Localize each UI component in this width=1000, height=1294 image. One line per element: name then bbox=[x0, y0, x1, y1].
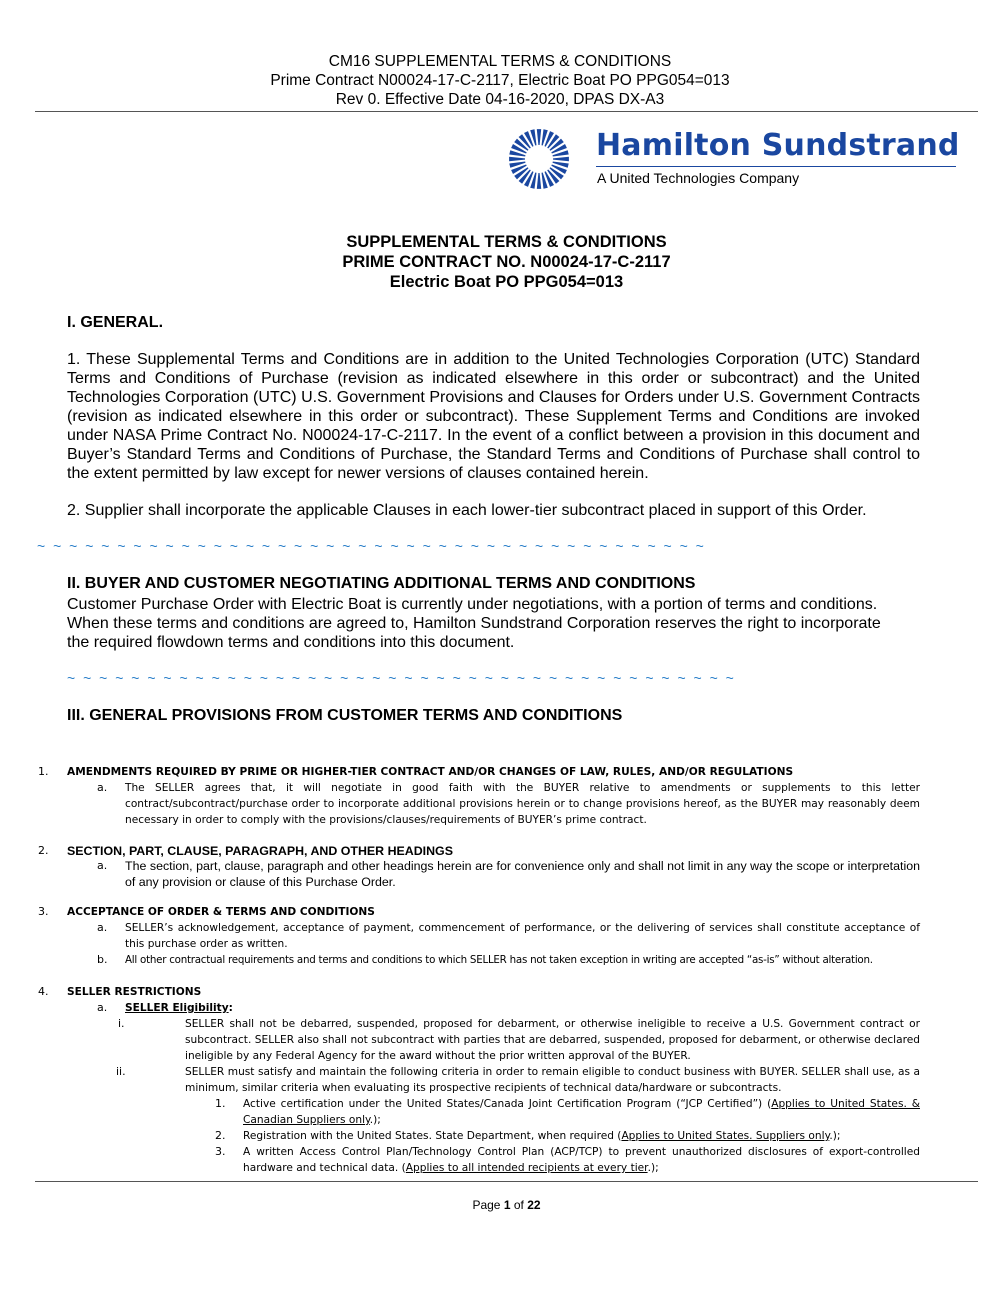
title-line-2: PRIME CONTRACT NO. N00024-17-C-2117 bbox=[342, 253, 671, 271]
logo-tagline: A United Technologies Company bbox=[597, 170, 800, 186]
header-line-3: Rev 0. Effective Date 04-16-2020, DPAS DX-A3 bbox=[335, 91, 665, 108]
clause-1a-label: a. bbox=[97, 781, 108, 794]
page-number: 1 bbox=[503, 1198, 511, 1212]
sunburst-ray bbox=[537, 173, 541, 189]
seller-eligibility-colon: : bbox=[228, 1002, 233, 1014]
seller-eligibility-label: SELLER Eligibility bbox=[125, 1002, 229, 1014]
logo-name: Hamilton Sundstrand bbox=[596, 128, 960, 163]
footer-rule bbox=[35, 1181, 978, 1182]
clause-4a-ii-label: ii. bbox=[116, 1065, 126, 1078]
item-1-label: 1. bbox=[215, 1097, 226, 1110]
sunburst-ray bbox=[509, 157, 525, 161]
title-line-1: SUPPLEMENTAL TERMS & CONDITIONS bbox=[346, 233, 667, 251]
clause-1-number: 1. bbox=[38, 765, 49, 778]
item-2-body: Registration with the United States. State Department, when required ( bbox=[243, 1130, 622, 1142]
title-line-3: Electric Boat PO PPG054=013 bbox=[389, 273, 624, 291]
section-3-heading: III. GENERAL PROVISIONS FROM CUSTOMER TERMS AND CONDITIONS bbox=[67, 707, 623, 724]
clause-4-heading: SELLER RESTRICTIONS bbox=[67, 986, 202, 998]
clause-4a-heading bbox=[125, 1000, 233, 1016]
item-2-text bbox=[243, 1128, 920, 1144]
clause-4a-label: a. bbox=[97, 1001, 108, 1014]
divider-2: ~ ~ ~ ~ ~ ~ ~ ~ ~ ~ ~ ~ ~ ~ ~ ~ ~ ~ ~ ~ ~ ~ ~ ~ ~ ~ ~ ~ ~ ~ ~ ~ ~ ~ ~ ~ ~ ~ ~ ~ ~ ~ bbox=[67, 670, 736, 686]
item-2-label: 2. bbox=[215, 1129, 226, 1142]
item-1-end: .); bbox=[369, 1114, 381, 1126]
clause-2a-text: The section, part, clause, paragraph and other headings herein are for convenience only and shall not limit in any way the scope or interpretation of any provision or clause of this Purchase Order. bbox=[125, 859, 920, 889]
document-header bbox=[0, 52, 1000, 109]
of-word: of bbox=[513, 1198, 524, 1212]
page-word: Page bbox=[472, 1198, 501, 1212]
item-1-body: Active certification under the United States/Canada Joint Certification Program (“JCP Certified”) ( bbox=[243, 1098, 772, 1110]
clause-3b-label: b. bbox=[97, 953, 108, 966]
logo-rule bbox=[596, 166, 956, 167]
section-1-paragraph-1: 1. These Supplemental Terms and Conditions are in addition to the United Technologies Corporation (UTC) Standard Terms and Conditions of Purchase (revision as indicated elsewhere in this order or subcontract) and the United Technologies Corporation (UTC) U.S. Government Provisions and Clauses for Orders under U.S. Government Contracts (revision as indicated elsewhere in this order or subcontract). These Supplement Terms and Conditions are invoked under NASA Prime Contract No. N00024-17-C-2117. In the event of a conflict between a provision in this document and Buyer’s Standard Terms and Conditions of Purchase, the Standard Terms and Conditions of Purchase shall control to the extent permitted by law except for newer versions of clauses contained herein. bbox=[67, 351, 920, 482]
company-logo bbox=[500, 128, 960, 190]
header-line-2: Prime Contract N00024-17-C-2117, Electric Boat PO PPG054=013 bbox=[270, 72, 730, 89]
clause-3b-text: All other contractual requirements and terms and conditions to which SELLER has not taken exception in writing are accepted “as-is” without alteration. bbox=[125, 954, 873, 966]
item-1-text bbox=[243, 1096, 920, 1128]
sunburst-ray bbox=[537, 129, 541, 145]
sunburst-ray bbox=[553, 157, 569, 161]
section-1-paragraph-2: 2. Supplier shall incorporate the applicable Clauses in each lower-tier subcontract placed in support of this Order. bbox=[67, 502, 867, 519]
section-2-heading: II. BUYER AND CUSTOMER NEGOTIATING ADDITIONAL TERMS AND CONDITIONS bbox=[67, 575, 696, 592]
clause-1-heading: AMENDMENTS REQUIRED BY PRIME OR HIGHER-TIER CONTRACT AND/OR CHANGES OF LAW, RULES, AND/OR REGULATIONS bbox=[67, 766, 794, 778]
clause-3a-text: SELLER’s acknowledgement, acceptance of payment, commencement of performance, or the delivering of services shall constitute acceptance of this purchase order as written. bbox=[125, 922, 920, 950]
item-3-applicability: Applies to all intended recipients at every tier bbox=[405, 1162, 648, 1174]
section-1-heading: I. GENERAL. bbox=[67, 314, 164, 331]
page-footer bbox=[0, 1198, 1000, 1212]
clause-1a-text: The SELLER agrees that, it will negotiate in good faith with the BUYER relative to amendments or supplements to this letter contract/subcontract/purchase order to incorporate additional provisions herein or to change provisions hereof, as the BUYER may reasonably deem necessary in order to comply with the provisions/clauses/requirements of BUYER’s prime contract. bbox=[125, 782, 920, 826]
clause-3a-label: a. bbox=[97, 921, 108, 934]
item-2-end: .); bbox=[829, 1130, 841, 1142]
item-2-applicability: Applies to United States. Suppliers only bbox=[621, 1130, 830, 1142]
divider-1: ~ ~ ~ ~ ~ ~ ~ ~ ~ ~ ~ ~ ~ ~ ~ ~ ~ ~ ~ ~ ~ ~ ~ ~ ~ ~ ~ ~ ~ ~ ~ ~ ~ ~ ~ ~ ~ ~ ~ ~ ~ ~ bbox=[37, 538, 706, 554]
item-1-applicability: Applies to United States. & Canadian Suppliers only bbox=[243, 1098, 920, 1126]
sunburst-logo-icon bbox=[500, 128, 578, 190]
item-3-end: .); bbox=[647, 1162, 659, 1174]
clause-4-number: 4. bbox=[38, 985, 49, 998]
clause-4a-ii-text: SELLER must satisfy and maintain the following criteria in order to remain eligible to conduct business with BUYER. SELLER shall use, as a minimum, similar criteria when evaluating its prospective recipients of technical data/hardware or subcontracts. bbox=[185, 1066, 920, 1094]
item-3-text bbox=[243, 1144, 920, 1176]
item-3-label: 3. bbox=[215, 1145, 226, 1158]
clause-4a-i-label: i. bbox=[118, 1017, 125, 1030]
document-title bbox=[0, 232, 1000, 292]
page-total: 22 bbox=[527, 1198, 541, 1212]
header-rule bbox=[35, 111, 978, 112]
section-2-text: Customer Purchase Order with Electric Boat is currently under negotiations, with a portion of terms and conditions. When these terms and conditions are agreed to, Hamilton Sundstrand Corporation reserves the right to incorporate the required flowdown terms and conditions into this document. bbox=[67, 596, 881, 651]
clause-2-heading: SECTION, PART, CLAUSE, PARAGRAPH, AND OTHER HEADINGS bbox=[67, 844, 453, 858]
clause-3-number: 3. bbox=[38, 905, 49, 918]
clause-2a-label: a. bbox=[97, 859, 108, 872]
clause-3-heading: ACCEPTANCE OF ORDER & TERMS AND CONDITIONS bbox=[67, 906, 375, 918]
item-3-body: A written Access Control Plan/Technology Control Plan (ACP/TCP) to prevent unauthorized disclosures of export-controlled hardware and technical data. ( bbox=[243, 1146, 920, 1174]
header-line-1: CM16 SUPPLEMENTAL TERMS & CONDITIONS bbox=[328, 53, 672, 70]
clause-4a-i-text: SELLER shall not be debarred, suspended, proposed for debarment, or otherwise ineligible to receive a U.S. Government contract or subcontract. SELLER also shall not subcontract with parties that are debarred, suspended, proposed for debarment, or otherwise declared ineligible by any Federal Agency for the award without the prior written approval of the BUYER. bbox=[185, 1018, 920, 1062]
clause-2-number: 2. bbox=[38, 844, 49, 857]
